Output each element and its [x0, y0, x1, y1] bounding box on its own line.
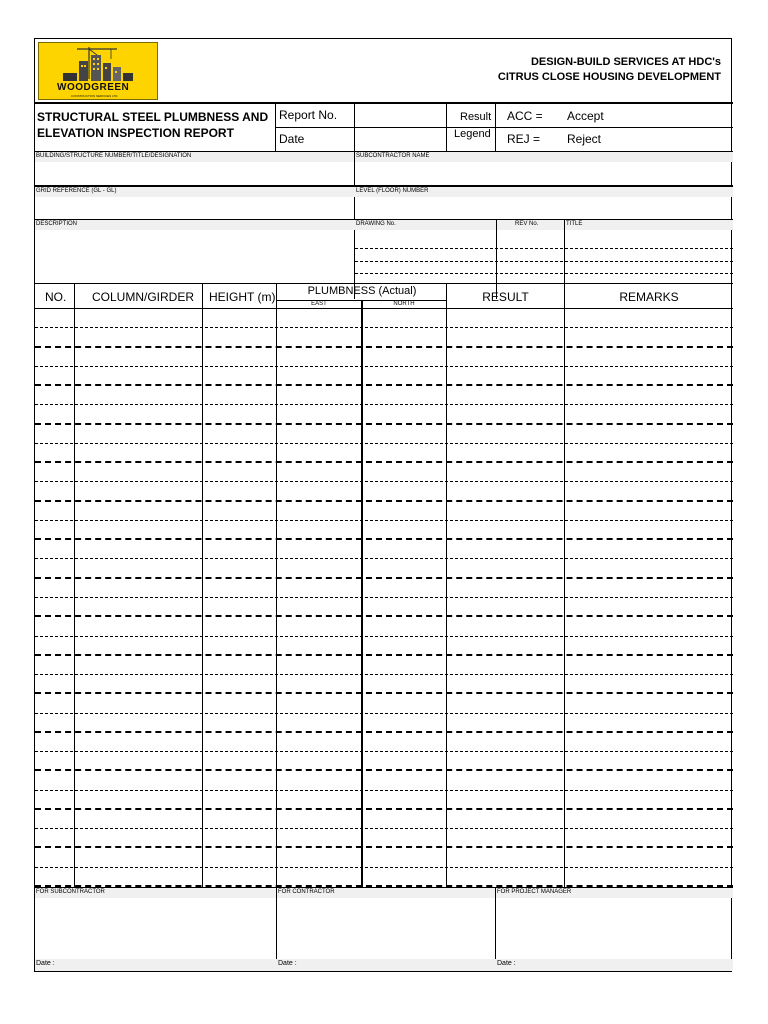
- table-row[interactable]: [35, 868, 733, 887]
- table-row[interactable]: [35, 637, 733, 656]
- header-line-2: CITRUS CLOSE HOUSING DEVELOPMENT: [497, 71, 721, 83]
- grid-reference-field[interactable]: [36, 197, 353, 217]
- subcontractor-name-field[interactable]: [356, 162, 732, 184]
- level-field[interactable]: [356, 197, 732, 217]
- table-row[interactable]: [35, 771, 733, 790]
- building-field[interactable]: [36, 162, 353, 184]
- table-row[interactable]: [35, 829, 733, 848]
- report-title-line-1: STRUCTURAL STEEL PLUMBNESS AND: [37, 110, 269, 124]
- project-manager-signature-field[interactable]: [497, 899, 731, 954]
- header-line-1: DESIGN-BUILD SERVICES AT HDC's: [530, 56, 721, 68]
- rej-meaning: Reject: [567, 132, 602, 146]
- table-row[interactable]: [35, 559, 733, 578]
- table-row[interactable]: [35, 367, 733, 386]
- rej-code: REJ =: [507, 132, 541, 146]
- subcontractor-date-label: Date :: [36, 960, 55, 967]
- title-field-label: TITLE: [566, 221, 583, 227]
- result-legend-label: Result: [460, 111, 492, 123]
- table-row[interactable]: [35, 405, 733, 424]
- description-label: DESCRIPTION: [36, 221, 78, 227]
- table-row[interactable]: [35, 425, 733, 444]
- col-header-no: NO.: [45, 290, 67, 304]
- col-header-north: NORTH: [393, 301, 415, 307]
- inspection-table-body: [35, 309, 733, 887]
- project-manager-date-label: Date :: [497, 960, 516, 967]
- table-row[interactable]: [35, 848, 733, 867]
- date-label: Date: [279, 132, 305, 146]
- inspection-report-form: [34, 38, 732, 972]
- for-project-manager-label: FOR PROJECT MANAGER: [497, 889, 572, 895]
- table-row[interactable]: [35, 579, 733, 598]
- col-header-remarks: REMARKS: [619, 290, 679, 304]
- table-row[interactable]: [35, 617, 733, 636]
- logo-tagline: CONSTRUCTION SERVICES LTD.: [71, 94, 119, 98]
- table-row[interactable]: [35, 309, 733, 328]
- table-row[interactable]: [35, 521, 733, 540]
- grid-reference-label: GRID REFERENCE (GL - GL): [36, 188, 117, 194]
- level-label: LEVEL (FLOOR) NUMBER: [356, 188, 429, 194]
- table-row[interactable]: [35, 386, 733, 405]
- report-title-line-2: ELEVATION INSPECTION REPORT: [37, 126, 234, 140]
- subcontractor-signature-field[interactable]: [36, 899, 274, 954]
- col-header-column-girder: COLUMN/GIRDER: [92, 290, 195, 304]
- table-row[interactable]: [35, 328, 733, 347]
- woodgreen-logo: [38, 42, 158, 100]
- table-row[interactable]: [35, 694, 733, 713]
- title-field[interactable]: [566, 231, 732, 297]
- table-row[interactable]: [35, 714, 733, 733]
- table-row[interactable]: [35, 733, 733, 752]
- report-no-field[interactable]: [355, 104, 445, 126]
- table-row[interactable]: [35, 444, 733, 463]
- legend-label: Legend: [454, 128, 491, 140]
- table-row[interactable]: [35, 810, 733, 829]
- report-no-label: Report No.: [279, 108, 338, 122]
- acc-code: ACC =: [507, 109, 543, 123]
- building-field-label: BUILDING/STRUCTURE NUMBER/TITLE/DESIGNATION: [36, 153, 192, 159]
- date-field[interactable]: [355, 128, 445, 150]
- table-row[interactable]: [35, 675, 733, 694]
- table-row[interactable]: [35, 482, 733, 501]
- table-row[interactable]: [35, 540, 733, 559]
- table-row[interactable]: [35, 348, 733, 367]
- table-row[interactable]: [35, 598, 733, 617]
- table-row[interactable]: [35, 752, 733, 771]
- table-row[interactable]: [35, 656, 733, 675]
- rev-no-label: REV No.: [515, 221, 539, 227]
- table-row[interactable]: [35, 502, 733, 521]
- drawing-no-label: DRAWING No.: [356, 221, 396, 227]
- acc-meaning: Accept: [567, 109, 604, 123]
- col-header-plumbness: PLUMBNESS (Actual): [307, 285, 417, 297]
- col-header-height: HEIGHT (m): [209, 290, 276, 304]
- contractor-date-label: Date :: [278, 960, 297, 967]
- table-row[interactable]: [35, 463, 733, 482]
- contractor-signature-field[interactable]: [278, 899, 494, 954]
- logo-wordmark: WOODGREEN: [57, 82, 130, 93]
- for-subcontractor-label: FOR SUBCONTRACTOR: [36, 889, 105, 895]
- table-row[interactable]: [35, 791, 733, 810]
- subcontractor-name-label: SUBCONTRACTOR NAME: [356, 153, 430, 159]
- for-contractor-label: FOR CONTRACTOR: [278, 889, 335, 895]
- rev-no-field[interactable]: [498, 231, 563, 297]
- col-header-east: EAST: [311, 301, 327, 307]
- col-header-result: RESULT: [482, 290, 529, 304]
